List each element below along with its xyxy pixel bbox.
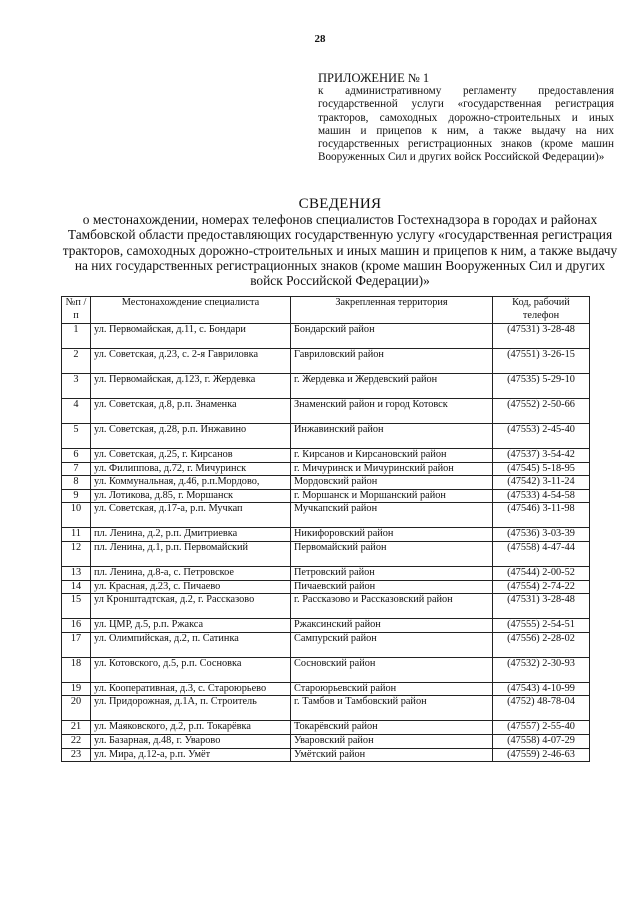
table-row (62, 594, 590, 619)
cell-num: 1 (62, 324, 91, 349)
cell-num: 22 (62, 734, 91, 748)
cell-phone: (47551) 3-26-15 (493, 349, 590, 374)
cell-territory: Сампурский район (291, 632, 493, 657)
cell-num: 5 (62, 424, 91, 449)
cell-phone: (47543) 4-10-99 (493, 682, 590, 696)
cell-territory: г. Рассказово и Рассказовский район (291, 594, 493, 619)
cell-num: 19 (62, 682, 91, 696)
cell-num: 23 (62, 748, 91, 762)
cell-address: ул Кронштадтская, д.2, г. Рассказово (91, 594, 291, 619)
cell-address: ул. Советская, д.8, р.п. Знаменка (91, 399, 291, 424)
cell-phone: (47558) 4-47-44 (493, 541, 590, 566)
cell-address: ул. Маяковского, д.2, р.п. Токарёвка (91, 721, 291, 735)
cell-territory: Первомайский район (291, 541, 493, 566)
cell-num: 20 (62, 696, 91, 721)
cell-address: ул. Олимпийская, д.2, п. Сатинка (91, 632, 291, 657)
cell-territory: Гавриловский район (291, 349, 493, 374)
table-row (62, 721, 590, 735)
heading-body: о местонахождении, номерах телефонов специалистов Гостехнадзора в городах и районах Тамбовской области предоставляющих государственную услугу «государственная регистрация тракторов, самоходных дорожно-строительных и иных машин и прицепов к ним, а также выдачу на них государственных регистрационных знаков (кроме машин Вооруженных Сил и других войск Российской Федерации)» (62, 212, 618, 289)
cell-phone: (47557) 2-55-40 (493, 721, 590, 735)
cell-territory: г. Тамбов и Тамбовский район (291, 696, 493, 721)
table-row (62, 734, 590, 748)
cell-phone: (47552) 2-50-66 (493, 399, 590, 424)
header-phone: Код, рабочий телефон (493, 297, 590, 324)
cell-address: ул. Советская, д.23, с. 2-я Гавриловка (91, 349, 291, 374)
cell-num: 4 (62, 399, 91, 424)
table-row (62, 424, 590, 449)
cell-territory: Бондарский район (291, 324, 493, 349)
table-row (62, 657, 590, 682)
document-heading (60, 196, 620, 288)
table-row (62, 541, 590, 566)
cell-address: ул. Придорожная, д.1А, п. Строитель (91, 696, 291, 721)
cell-address: ул. Первомайская, д.123, г. Жердевка (91, 374, 291, 399)
appendix-title: ПРИЛОЖЕНИЕ № 1 (318, 71, 430, 85)
appendix-body: к административному регламенту предоставления государственной услуги «государственная регистрация тракторов, самоходных дорожно-строительных и иных машин и прицепов к ним, а также выдачу на них государственных регистрационных знаков (кроме машин Вооруженных Сил и других войск Российской Федерации)» (318, 85, 614, 164)
table-body (62, 324, 590, 762)
cell-territory: Знаменский район и город Котовск (291, 399, 493, 424)
cell-phone: (47531) 3-28-48 (493, 594, 590, 619)
table-row (62, 449, 590, 463)
cell-address: ул. Котовского, д.5, р.п. Сосновка (91, 657, 291, 682)
cell-territory: г. Моршанск и Моршанский район (291, 489, 493, 503)
cell-territory: г. Кирсанов и Кирсановский район (291, 449, 493, 463)
cell-phone: (47535) 5-29-10 (493, 374, 590, 399)
cell-address: ул. Советская, д.28, р.п. Инжавино (91, 424, 291, 449)
table-row (62, 619, 590, 633)
table-row (62, 374, 590, 399)
cell-address: ул. ЦМР, д.5, р.п. Ржакса (91, 619, 291, 633)
table-row (62, 399, 590, 424)
cell-num: 9 (62, 489, 91, 503)
cell-num: 17 (62, 632, 91, 657)
table-row (62, 324, 590, 349)
cell-num: 3 (62, 374, 91, 399)
cell-phone: (47545) 5-18-95 (493, 462, 590, 476)
cell-phone: (47554) 2-74-22 (493, 580, 590, 594)
cell-num: 12 (62, 541, 91, 566)
cell-num: 14 (62, 580, 91, 594)
header-territory: Закрепленная территория (291, 297, 493, 324)
cell-num: 8 (62, 476, 91, 490)
cell-address: ул. Советская, д.25, г. Кирсанов (91, 449, 291, 463)
page-number: 28 (314, 33, 326, 45)
cell-address: ул. Филиппова, д.72, г. Мичуринск (91, 462, 291, 476)
cell-address: ул. Кооперативная, д.3, с. Староюрьево (91, 682, 291, 696)
specialists-table (61, 296, 590, 762)
table-row (62, 632, 590, 657)
cell-phone: (47544) 2-00-52 (493, 566, 590, 580)
table-row (62, 682, 590, 696)
table-row (62, 580, 590, 594)
table-row (62, 349, 590, 374)
cell-territory: г. Жердевка и Жердевский район (291, 374, 493, 399)
cell-address: ул. Базарная, д.48, г. Уварово (91, 734, 291, 748)
cell-phone: (47531) 3-28-48 (493, 324, 590, 349)
cell-territory: Уваровский район (291, 734, 493, 748)
cell-territory: Ржаксинский район (291, 619, 493, 633)
cell-address: ул. Советская, д.17-а, р.п. Мучкап (91, 503, 291, 528)
cell-address: ул. Мира, д.12-а, р.п. Умёт (91, 748, 291, 762)
cell-num: 2 (62, 349, 91, 374)
cell-phone: (47532) 2-30-93 (493, 657, 590, 682)
table-row (62, 528, 590, 542)
table-row (62, 489, 590, 503)
cell-num: 15 (62, 594, 91, 619)
header-num: №п /п (62, 297, 91, 324)
cell-territory: Староюрьевский район (291, 682, 493, 696)
cell-num: 13 (62, 566, 91, 580)
cell-territory: Никифоровский район (291, 528, 493, 542)
cell-phone: (47559) 2-46-63 (493, 748, 590, 762)
cell-phone: (47537) 3-54-42 (493, 449, 590, 463)
heading-title: СВЕДЕНИЯ (298, 196, 382, 212)
cell-num: 11 (62, 528, 91, 542)
cell-phone: (47555) 2-54-51 (493, 619, 590, 633)
cell-phone: (47542) 3-11-24 (493, 476, 590, 490)
cell-address: ул. Первомайская, д.11, с. Бондари (91, 324, 291, 349)
cell-address: пл. Ленина, д.2, р.п. Дмитриевка (91, 528, 291, 542)
cell-phone: (47553) 2-45-40 (493, 424, 590, 449)
cell-num: 16 (62, 619, 91, 633)
header-address: Местонахождение специалиста (91, 297, 291, 324)
table-row (62, 503, 590, 528)
cell-address: ул. Красная, д.23, с. Пичаево (91, 580, 291, 594)
cell-num: 7 (62, 462, 91, 476)
cell-territory: Умётский район (291, 748, 493, 762)
cell-address: пл. Ленина, д.1, р.п. Первомайский (91, 541, 291, 566)
table-header-row (62, 297, 590, 324)
appendix-block (318, 72, 614, 164)
cell-num: 6 (62, 449, 91, 463)
cell-phone: (47546) 3-11-98 (493, 503, 590, 528)
table-row (62, 566, 590, 580)
cell-address: пл. Ленина, д.8-а, с. Петровское (91, 566, 291, 580)
cell-num: 21 (62, 721, 91, 735)
cell-address: ул. Лотикова, д.85, г. Моршанск (91, 489, 291, 503)
table-row (62, 748, 590, 762)
cell-territory: Мучкапский район (291, 503, 493, 528)
table-row (62, 476, 590, 490)
cell-address: ул. Коммунальная, д.46, р.п.Мордово, (91, 476, 291, 490)
cell-territory: г. Мичуринск и Мичуринский район (291, 462, 493, 476)
cell-phone: (47533) 4-54-58 (493, 489, 590, 503)
cell-phone: (4752) 48-78-04 (493, 696, 590, 721)
cell-phone: (47556) 2-28-02 (493, 632, 590, 657)
cell-territory: Сосновский район (291, 657, 493, 682)
cell-phone: (47558) 4-07-29 (493, 734, 590, 748)
cell-num: 18 (62, 657, 91, 682)
cell-territory: Мордовский район (291, 476, 493, 490)
table-row (62, 462, 590, 476)
cell-num: 10 (62, 503, 91, 528)
table-row (62, 696, 590, 721)
cell-territory: Петровский район (291, 566, 493, 580)
cell-territory: Пичаевский район (291, 580, 493, 594)
cell-territory: Инжавинский район (291, 424, 493, 449)
cell-territory: Токарёвский район (291, 721, 493, 735)
cell-phone: (47536) 3-03-39 (493, 528, 590, 542)
